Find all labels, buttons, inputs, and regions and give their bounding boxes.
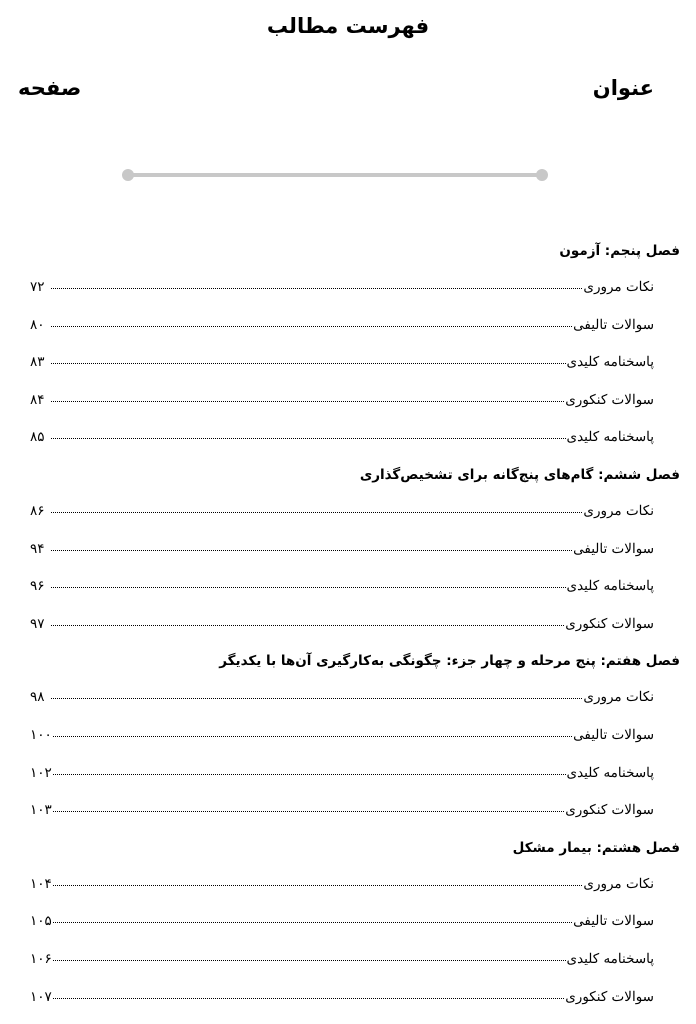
toc-entry-page: ۹۴ [30, 540, 45, 557]
dot-leader [53, 811, 564, 812]
dot-leader [51, 550, 572, 551]
toc-entry-page: ۱۰۵ [30, 913, 52, 930]
toc-entry[interactable] [30, 382, 680, 420]
toc-entry[interactable] [30, 531, 680, 569]
toc-entry-page: ۸۵ [30, 429, 45, 446]
toc-entry-page: ۱۰۳ [30, 802, 52, 819]
toc-list [30, 233, 680, 1016]
toc-entry-label: نکات مروری [583, 875, 654, 892]
toc-entry-label: سوالات کنکوری [565, 802, 654, 819]
toc-entry[interactable] [30, 679, 680, 717]
toc-entry-label: پاسخنامه کلیدی [566, 429, 654, 446]
dot-leader [51, 401, 564, 402]
dot-leader [53, 736, 572, 737]
dot-leader [53, 774, 566, 775]
toc-entry-label: سوالات کنکوری [565, 988, 654, 1005]
dot-leader [51, 326, 572, 327]
toc-entry[interactable] [30, 606, 680, 644]
page-title: فهرست مطالب [266, 14, 430, 38]
dot-leader [53, 960, 566, 961]
toc-entry-label: سوالات تالیفی [573, 540, 654, 557]
toc-entry-label: نکات مروری [583, 689, 654, 706]
divider-dot-left [122, 169, 134, 181]
toc-entry[interactable] [30, 755, 680, 793]
toc-entry-page: ۱۰۲ [30, 764, 52, 781]
dot-leader [53, 885, 583, 886]
toc-entry[interactable] [30, 568, 680, 606]
dot-leader [51, 438, 566, 439]
dot-leader [53, 998, 564, 999]
divider-bar [128, 173, 542, 177]
toc-entry-page: ۱۰۷ [30, 988, 52, 1005]
toc-entry-page: ۱۰۶ [30, 950, 52, 967]
toc-entry[interactable] [30, 717, 680, 755]
toc-entry[interactable] [30, 419, 680, 457]
chapter-heading[interactable]: فصل ششم: گام‌های پنج‌گانه برای تشخیص‌گذاری [359, 466, 680, 483]
toc-entry[interactable] [30, 493, 680, 531]
dot-leader [51, 698, 582, 699]
toc-entry-label: نکات مروری [583, 502, 654, 519]
toc-entry[interactable] [30, 792, 680, 830]
toc-entry-label: سوالات تالیفی [573, 316, 654, 333]
toc-entry-label: پاسخنامه کلیدی [566, 578, 654, 595]
toc-entry-label: سوالات تالیفی [573, 726, 654, 743]
toc-entry-page: ۹۷ [30, 615, 45, 632]
toc-entry[interactable] [30, 903, 680, 941]
toc-entry-page: ۸۳ [30, 354, 45, 371]
toc-entry-page: ۸۶ [30, 502, 45, 519]
toc-entry-label: پاسخنامه کلیدی [566, 950, 654, 967]
toc-entry-page: ۸۰ [30, 316, 45, 333]
toc-entry-label: سوالات تالیفی [573, 913, 654, 930]
toc-entry[interactable] [30, 941, 680, 979]
dot-leader [51, 288, 582, 289]
toc-entry[interactable] [30, 307, 680, 345]
toc-entry-page: ۹۸ [30, 689, 45, 706]
dot-leader [51, 363, 566, 364]
toc-entry-label: نکات مروری [583, 279, 654, 295]
toc-entry-page: ۸۴ [30, 391, 45, 408]
toc-entry[interactable] [30, 269, 680, 307]
dot-leader [51, 512, 582, 513]
toc-entry-label: سوالات کنکوری [565, 615, 654, 632]
chapter-heading[interactable]: فصل هفتم: پنج مرحله و چهار جزء: چگونگی به‌کارگیری آن‌ها با یکدیگر [219, 653, 680, 670]
toc-entry-page: ۷۲ [30, 279, 45, 295]
column-header-title: عنوان [592, 76, 654, 100]
divider-dot-right [536, 169, 548, 181]
decorative-divider [122, 168, 548, 182]
toc-entry[interactable] [30, 979, 680, 1017]
chapter-heading[interactable]: فصل هشتم: بیمار مشکل [512, 839, 680, 856]
toc-entry[interactable] [30, 866, 680, 904]
toc-entry-page: ۱۰۴ [30, 875, 52, 892]
toc-entry-label: سوالات کنکوری [565, 391, 654, 408]
toc-entry-label: پاسخنامه کلیدی [566, 354, 654, 371]
dot-leader [51, 587, 566, 588]
toc-entry-label: پاسخنامه کلیدی [566, 764, 654, 781]
toc-entry-page: ۱۰۰ [30, 726, 52, 743]
toc-entry-page: ۹۶ [30, 578, 45, 595]
chapter-heading[interactable]: فصل پنجم: آزمون [559, 243, 680, 259]
dot-leader [51, 625, 564, 626]
column-header-page: صفحه [18, 76, 82, 100]
toc-entry[interactable] [30, 344, 680, 382]
dot-leader [53, 922, 572, 923]
